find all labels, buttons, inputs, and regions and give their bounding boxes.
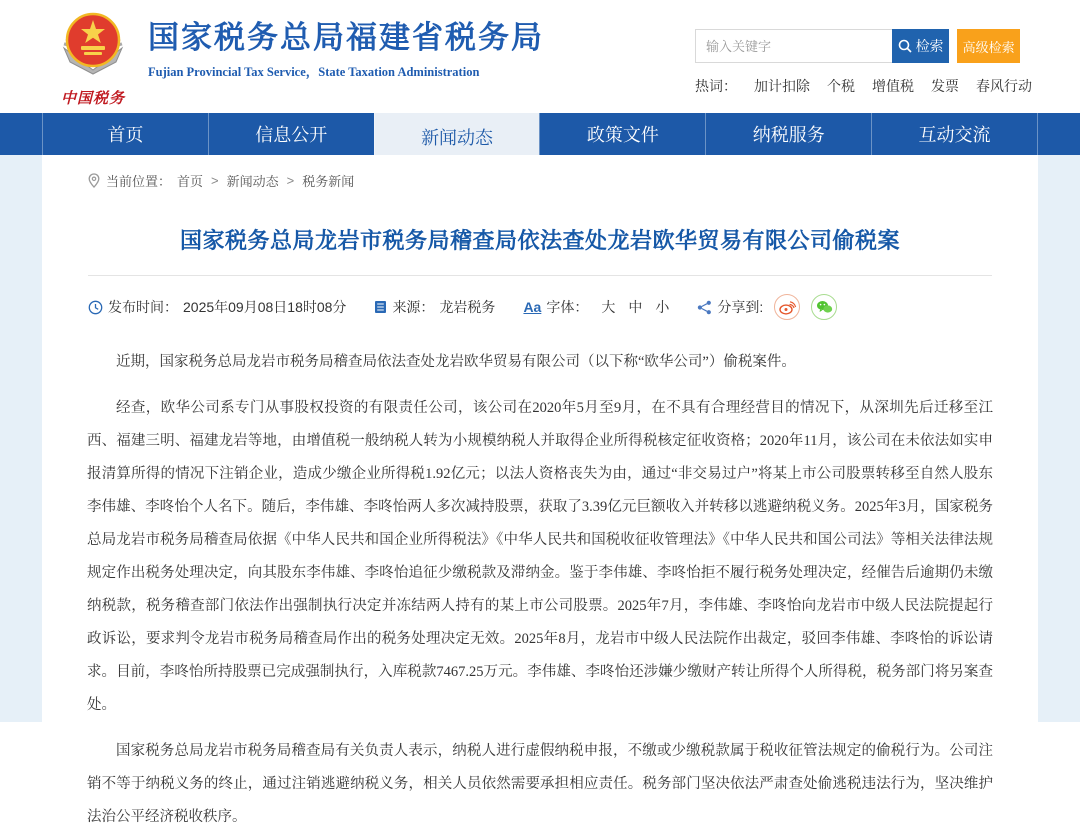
clock-icon xyxy=(88,300,103,315)
nav-item-interaction[interactable]: 互动交流 xyxy=(871,113,1038,155)
search-area xyxy=(695,29,1032,96)
search-icon xyxy=(898,39,912,53)
breadcrumb xyxy=(42,155,1038,190)
share-wechat-button[interactable] xyxy=(811,294,837,320)
breadcrumb-separator: > xyxy=(211,173,219,188)
hot-word-link[interactable]: 个税 xyxy=(827,78,855,94)
nav-item-tax-services[interactable]: 纳税服务 xyxy=(705,113,871,155)
font-size-medium-button[interactable]: 中 xyxy=(628,299,643,315)
font-size-small-button[interactable]: 小 xyxy=(655,299,670,315)
site-header xyxy=(0,0,1080,113)
font-size-group xyxy=(523,297,669,317)
breadcrumb-tax-news[interactable]: 税务新闻 xyxy=(302,174,355,189)
share-weibo-button[interactable] xyxy=(774,294,800,320)
hot-word-link[interactable]: 发票 xyxy=(931,78,959,94)
breadcrumb-news[interactable]: 新闻动态 xyxy=(226,174,279,189)
article-body xyxy=(87,346,993,834)
article-meta-row xyxy=(88,294,992,320)
hot-word-link[interactable]: 加计扣除 xyxy=(754,78,810,94)
search-input[interactable] xyxy=(695,29,892,63)
nav-item-home[interactable]: 首页 xyxy=(42,113,208,155)
article-paragraph: 国家税务总局龙岩市税务局稽查局有关负责人表示，纳税人进行虚假纳税申报，不缴或少缴税款属于税收征管法规定的偷税行为。公司注销不等于纳税义务的终止，通过注销逃避纳税义务，相关人员依然需要承担相应责任。税务部门坚决依法严肃查处偷逃税违法行为，坚决维护法治公平经济税收秩序。 xyxy=(87,743,993,825)
wechat-icon xyxy=(816,300,833,315)
hot-words-bar xyxy=(695,76,1032,96)
source-label: 来源： xyxy=(392,299,435,315)
publish-time-group xyxy=(88,297,346,317)
breadcrumb-label: 当前位置： xyxy=(106,174,172,189)
article-paragraph: 经查，欧华公司系专门从事股权投资的有限责任公司，该公司在2020年5月至9月，在不具有合理经营目的情况下，从深圳先后迁移至江西、福建三明、福建龙岩等地，由增值税一般纳税人转为小规模纳税人并取得企业所得税核定征收资格；2020年11月，该公司在未依法如实申报清算所得的情况下注销企业，造成少缴企业所得税1.92亿元；以法人资格丧失为由，通过“非交易过户”将某上市公司股票转移至自然人股东李伟雄、李咚怡个人名下。随后，李伟雄、李咚怡两人多次减持股票，获取了3.39亿元巨额收入并转移以逃避纳税义务。2025年3月，国家税务总局龙岩市税务局稽查局依据《中华人民共和国企业所得税法》《中华人民共和国税收征收管理法》《中华人民共和国公司法》等相关法律法规规定作出税务处理决定，向其股东李伟雄、李咚怡追征少缴税款及滞纳金。鉴于李伟雄、李咚怡拒不履行税务处理决定，经催告后逾期仍未缴纳税款，税务稽查部门依法作出强制执行决定并冻结两人持有的某上市公司股票。2025年7月，李伟雄、李咚怡向龙岩市中级人民法院提起行政诉讼，要求判令龙岩市税务局稽查局作出的税务处理决定无效。2025年8月，龙岩市中级人民法院作出裁定，驳回李伟雄、李咚怡的诉讼请求。目前，李咚怡所持股票已完成强制执行，入库税款7467.25万元。李伟雄、李咚怡还涉嫌少缴财产转让所得个人所得税，税务部门将另案查处。 xyxy=(87,400,993,713)
content-container xyxy=(42,155,1038,825)
site-brand[interactable] xyxy=(52,8,544,108)
page-background xyxy=(0,155,1080,825)
hot-word-link[interactable]: 增值税 xyxy=(872,78,914,94)
publish-time-label: 发布时间： xyxy=(108,299,178,315)
article-paragraph: 近期，国家税务总局龙岩市税务局稽查局依法查处龙岩欧华贸易有限公司（以下称“欧华公司”）偷税案件。 xyxy=(116,354,796,370)
font-size-label: 字体： xyxy=(546,299,589,315)
site-title: 国家税务总局福建省税务局 xyxy=(148,20,544,55)
site-title-english: Fujian Provincial Tax Service，State Taxation Administration xyxy=(148,64,480,79)
search-button-label: 检索 xyxy=(915,38,944,54)
share-group xyxy=(697,294,837,320)
hot-words-label: 热词： xyxy=(695,78,737,94)
article-title: 国家税务总局龙岩市税务局稽查局依法查处龙岩欧华贸易有限公司偷税案 xyxy=(179,228,900,253)
logo-caption: 中国税务 xyxy=(60,89,125,107)
source-group xyxy=(374,297,495,317)
font-size-icon: Aa xyxy=(523,299,542,315)
tax-emblem-logo-icon xyxy=(54,8,132,84)
nav-item-info-disclosure[interactable]: 信息公开 xyxy=(208,113,374,155)
advanced-search-button[interactable]: 高级检索 xyxy=(957,29,1020,63)
document-icon xyxy=(374,300,387,314)
title-divider xyxy=(88,275,992,276)
weibo-icon xyxy=(779,300,796,315)
share-label: 分享到: xyxy=(717,299,764,315)
nav-item-news[interactable]: 新闻动态 xyxy=(374,113,540,160)
breadcrumb-home[interactable]: 首页 xyxy=(177,174,204,189)
search-button[interactable] xyxy=(892,29,949,63)
main-navigation xyxy=(0,113,1080,155)
source-value: 龙岩税务 xyxy=(439,299,496,315)
breadcrumb-separator: > xyxy=(286,173,295,188)
font-size-large-button[interactable]: 大 xyxy=(601,299,616,315)
publish-time-value: 2025年09月08日18时08分 xyxy=(183,299,347,315)
share-icon xyxy=(697,300,712,315)
location-pin-icon xyxy=(88,173,100,188)
nav-item-policy-documents[interactable]: 政策文件 xyxy=(539,113,705,155)
hot-word-link[interactable]: 春风行动 xyxy=(976,78,1032,94)
